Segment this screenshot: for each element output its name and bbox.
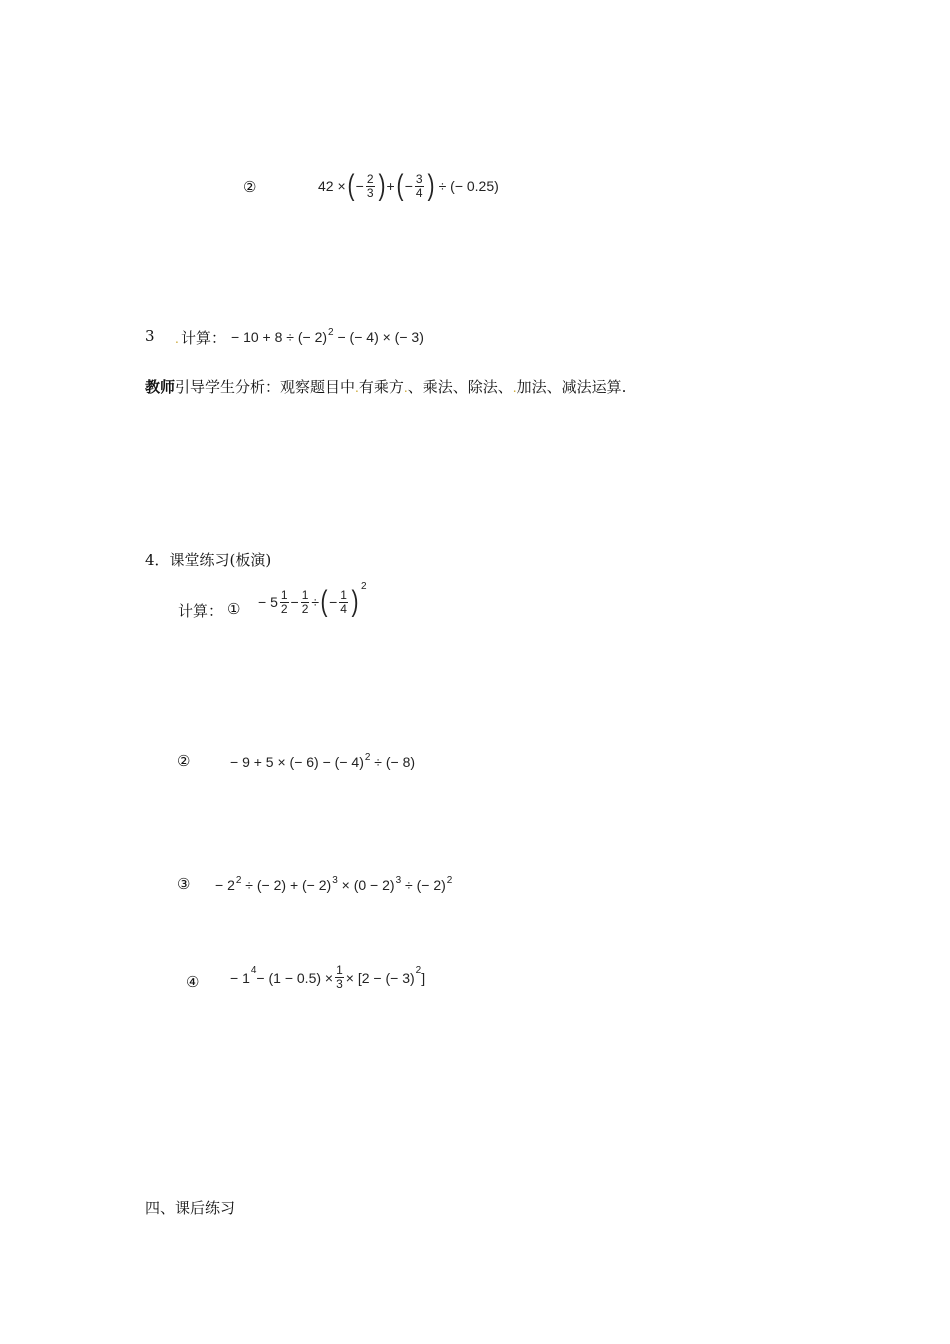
expression-e4: − 1 4 − (1 − 0.5) × $\frac{1}{3}$ × [2 − (− 3) 2 ] bbox=[230, 963, 426, 991]
problem-marker: ① bbox=[227, 600, 241, 618]
section-title: 四、课后练习 bbox=[145, 1199, 236, 1217]
expression-e3: − $2^2$ ÷ (− 2) + (− $2)^3 \times (0 - 2)^3$ ÷ (− 2)$^2$ bbox=[215, 875, 453, 893]
problem-marker: ② bbox=[243, 178, 257, 196]
problem-number: 3 bbox=[145, 327, 155, 345]
fraction: $\frac{1}{4}$ bbox=[340, 587, 347, 616]
calc-label: 计算： bbox=[178, 602, 224, 620]
teacher-note: 教师引导学生分析：观察题目中.有乘方.、乘法、除法、.加法、减法运算. bbox=[145, 378, 627, 396]
expr-lead: 42 × bbox=[318, 178, 346, 194]
expression-e2: − 9 + 5 × (− 6) − (− 4)$^2$ ÷ (− 8) bbox=[230, 752, 416, 770]
fraction: $\frac{1}{3}$ bbox=[336, 963, 343, 991]
fraction: $\frac{3}{4}$ bbox=[415, 171, 423, 200]
problem-marker: ③ bbox=[177, 875, 191, 893]
problem-marker: ② bbox=[177, 752, 191, 770]
fraction: $\frac{1}{2}$ bbox=[301, 587, 309, 616]
section-title: 4．课堂练习(板演) bbox=[145, 551, 272, 569]
expression-e1: − 5 $\frac{1}{2}$ − $\frac{1}{2}$ ÷ ( − $\frac{1}{4}$ ) 2 bbox=[258, 580, 367, 618]
problem-marker: ④ bbox=[186, 973, 200, 991]
fraction: $\frac{2}{3}$ bbox=[366, 171, 374, 200]
expression-p3: − 10 + 8 ÷ (− 2)$^2$ − (− 4) × (− 3) bbox=[231, 327, 424, 345]
expression-p1: 42 × ( − $\frac{2}{3}$ ) + ( − $\frac{3}{4}$ ) ÷ (− 0.25) bbox=[318, 169, 499, 202]
calc-label: 计算： bbox=[181, 329, 227, 347]
fraction: $\frac{1}{2}$ bbox=[280, 587, 288, 616]
